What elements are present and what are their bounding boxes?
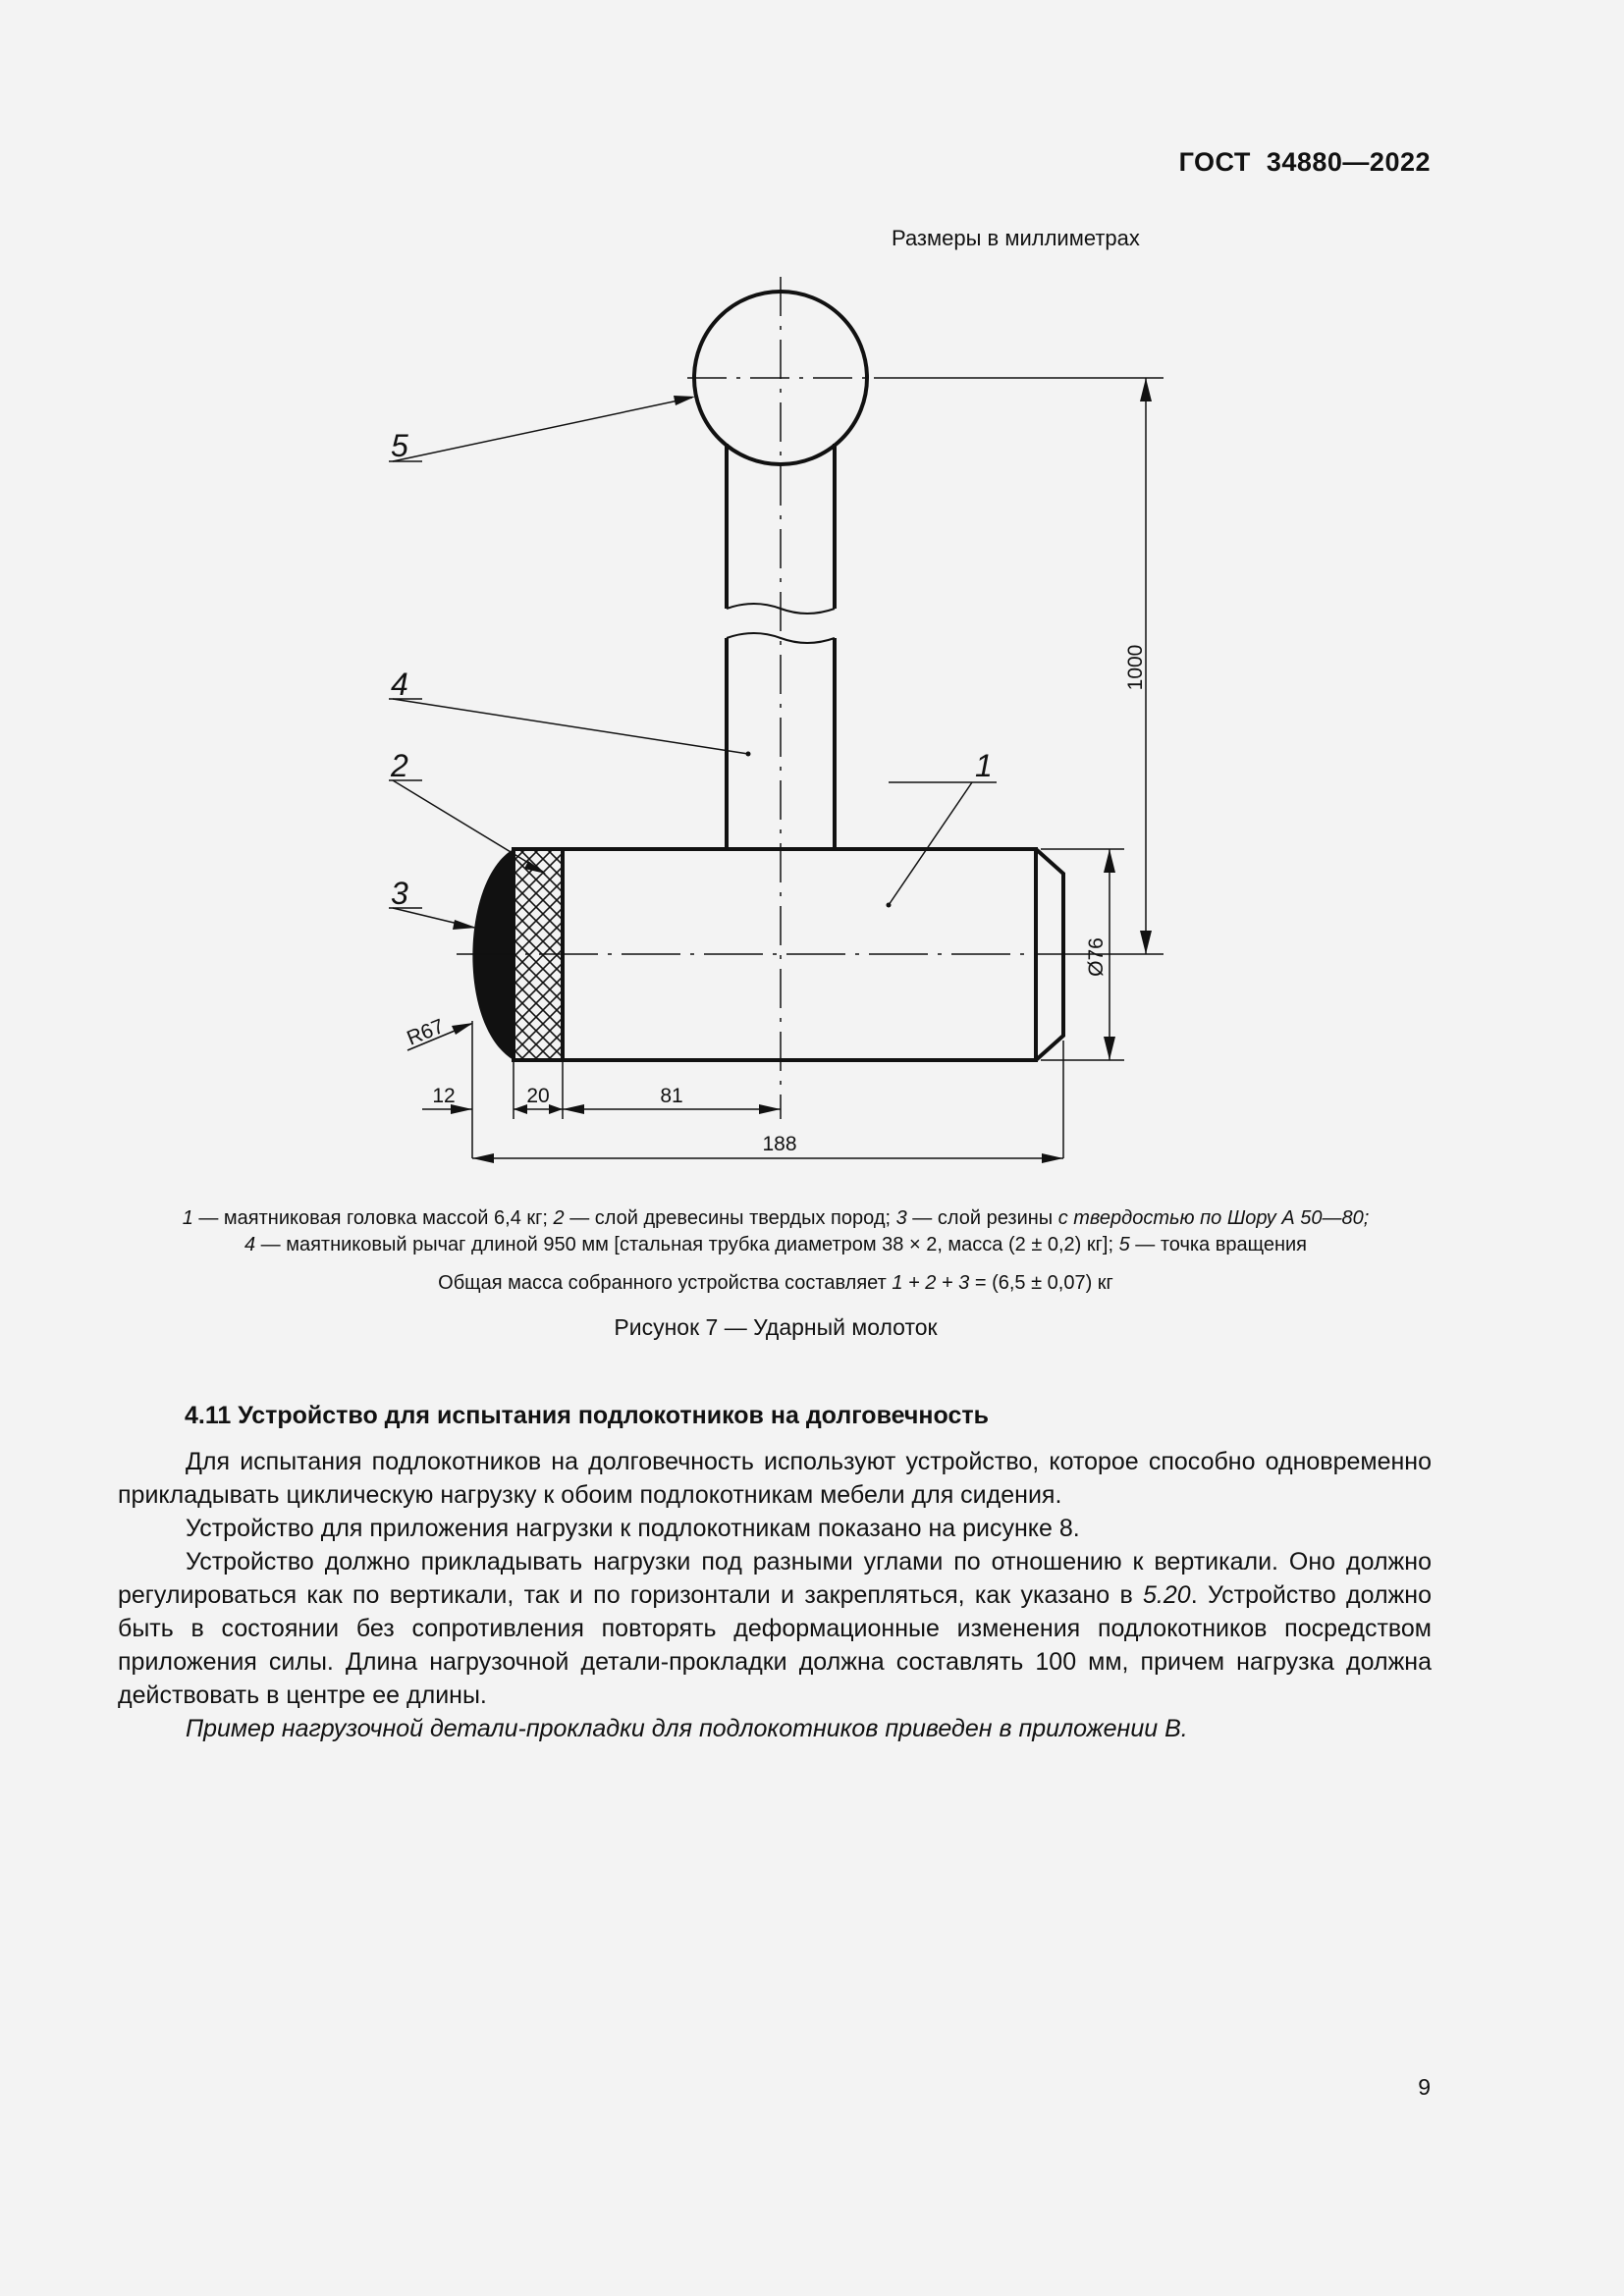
paragraph-4: Пример нагрузочной детали-прокладки для подлокотников приведен в приложении В.: [186, 1715, 1188, 1742]
legend-num-4: 4: [244, 1234, 256, 1255]
figure-caption: Рисунок 7 — Ударный молоток: [614, 1314, 938, 1340]
paragraph-3-part-b: . Устройство должно быть в состоянии без сопротивления повторять деформационные изменения подлокотников посредством приложения силы. Длина нагрузочной детали-прокладки должна составлять 100 мм, причем нагрузка должна действовать в центре ее длины.: [118, 1581, 1432, 1709]
legend-num-1: 1: [182, 1207, 193, 1229]
legend-text-2: — слой древесины твердых пород;: [564, 1207, 896, 1229]
dim-radius-label: R67: [404, 1014, 448, 1050]
callout-1: 1: [975, 748, 993, 783]
legend-num-2: 2: [553, 1207, 565, 1229]
paragraph-3-part-a: Устройство должно прикладывать нагрузки под разными углами по отношению к вертикали. Оно должно регулироваться как по вертикали, так и по горизонтали и закрепляться, как указано в: [118, 1548, 1432, 1609]
callout-2-leader: [393, 780, 543, 872]
legend-num-5: 5: [1118, 1234, 1130, 1255]
dim-188-label: 188: [762, 1133, 797, 1155]
callout-3: 3: [391, 876, 408, 911]
callout-5-leader: [393, 398, 692, 461]
dim-1000-label: 1000: [1124, 644, 1147, 691]
callout-2: 2: [391, 748, 408, 783]
callout-4-leader: [393, 699, 748, 754]
callout-4: 4: [391, 667, 408, 702]
section-body: [118, 1445, 1432, 1745]
callout-5: 5: [391, 428, 408, 463]
total-mass-note: [118, 1272, 1434, 1295]
legend-num-3: 3: [895, 1207, 907, 1229]
legend-text-1: — маятниковая головка массой 6,4 кг;: [192, 1207, 554, 1229]
legend-line-2: [118, 1232, 1434, 1258]
legend-text-5: — точка вращения: [1129, 1234, 1308, 1255]
dim-12-label: 12: [432, 1085, 456, 1107]
dim-diameter-label: Ø76: [1085, 937, 1108, 977]
paragraph-3: [118, 1545, 1432, 1712]
mass-prefix: Общая масса собранного устройства составляет: [438, 1272, 893, 1294]
clause-reference: 5.20: [1143, 1581, 1191, 1609]
dim-20-label: 20: [526, 1085, 550, 1107]
mass-formula: 1 + 2 + 3: [892, 1272, 970, 1294]
units-note: Размеры в миллиметрах: [892, 226, 1140, 250]
mass-value: = (6,5 ± 0,07) кг: [969, 1272, 1113, 1294]
legend-line-1: [118, 1205, 1434, 1232]
paragraph-1: Для испытания подлокотников на долговечность используют устройство, которое способно одновременно прикладывать циклическую нагрузку к обоим подлокотникам мебели для сидения.: [118, 1448, 1432, 1509]
paragraph-2: Устройство для приложения нагрузки к подлокотникам показано на рисунке 8.: [186, 1515, 1080, 1542]
legend-text-4: — маятниковый рычаг длиной 950 мм [стальная трубка диаметром 38 × 2, масса (2 ± 0,2) кг];: [255, 1234, 1119, 1255]
page-number: 9: [1418, 2074, 1431, 2100]
section-heading: 4.11 Устройство для испытания подлокотников на долговечность: [185, 1402, 989, 1429]
document-code: ГОСТ 34880—2022: [1178, 147, 1431, 177]
dim-81-label: 81: [660, 1085, 683, 1107]
legend-text-3-italic: с твердостью по Шору А 50—80;: [1057, 1207, 1370, 1229]
figure-legend: [118, 1205, 1434, 1258]
legend-text-3: — слой резины: [906, 1207, 1058, 1229]
